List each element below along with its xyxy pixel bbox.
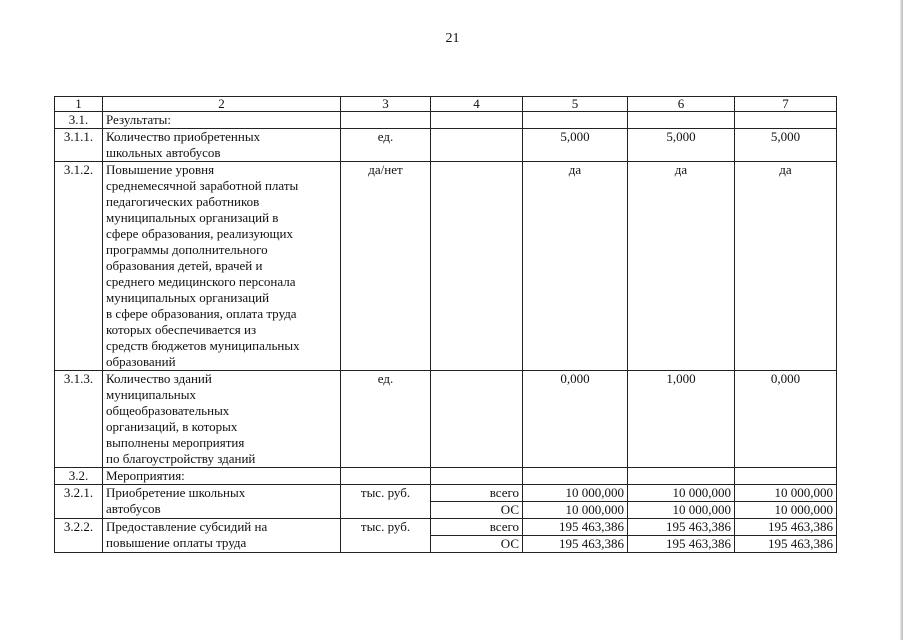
row-name-line: школьных автобусов	[106, 145, 221, 160]
funding-type: всего	[431, 519, 523, 536]
value-col-7: 10 000,000	[735, 485, 837, 502]
indicators-table	[54, 96, 837, 553]
row-name-line: Количество зданий	[106, 371, 212, 386]
row-number: 3.1.1.	[55, 129, 103, 162]
value-col-7: 5,000	[735, 129, 837, 162]
row-name	[103, 371, 341, 468]
value-col-6: 5,000	[628, 129, 735, 162]
funding-type: ОС	[431, 502, 523, 519]
value-col-5: 10 000,000	[523, 485, 628, 502]
row-name-line: Предоставление субсидий на	[106, 519, 268, 534]
header-col-1: 1	[55, 97, 103, 112]
value-col-5: 5,000	[523, 129, 628, 162]
row-name-line: средств бюджетов муниципальных	[106, 338, 300, 353]
value-col-5: 195 463,386	[523, 536, 628, 553]
header-col-5: 5	[523, 97, 628, 112]
value-col-5: 195 463,386	[523, 519, 628, 536]
table-row	[55, 519, 837, 536]
row-title: Мероприятия:	[103, 468, 341, 485]
row-number: 3.2.2.	[55, 519, 103, 553]
row-number: 3.1.2.	[55, 162, 103, 371]
row-name-line: выполнены мероприятия	[106, 435, 245, 450]
row-title: Результаты:	[103, 112, 341, 129]
row-unit: ед.	[341, 371, 431, 468]
row-number: 3.2.1.	[55, 485, 103, 519]
scan-edge-shadow	[900, 0, 903, 640]
row-name-line: в сфере образования, оплата труда	[106, 306, 297, 321]
row-number: 3.1.3.	[55, 371, 103, 468]
row-unit: да/нет	[341, 162, 431, 371]
row-number: 3.2.	[55, 468, 103, 485]
value-col-6: 10 000,000	[628, 485, 735, 502]
row-name-line: образования детей, врачей и	[106, 258, 263, 273]
row-name-line: образований	[106, 354, 176, 369]
row-name-line: повышение оплаты труда	[106, 535, 247, 550]
row-name-line: которых обеспечивается из	[106, 322, 257, 337]
row-name-line: организаций, в которых	[106, 419, 238, 434]
row-name-line: по благоустройству зданий	[106, 451, 256, 466]
value-col-5: 0,000	[523, 371, 628, 468]
row-name	[103, 519, 341, 553]
header-col-4: 4	[431, 97, 523, 112]
row-unit: ед.	[341, 129, 431, 162]
header-col-3: 3	[341, 97, 431, 112]
header-row	[55, 97, 837, 112]
value-col-7: 10 000,000	[735, 502, 837, 519]
value-col-5: 10 000,000	[523, 502, 628, 519]
row-name-line: сфере образования, реализующих	[106, 226, 294, 241]
table-row	[55, 485, 837, 502]
row-name-line: программы дополнительного	[106, 242, 268, 257]
row-name-line: муниципальных	[106, 387, 197, 402]
row-name	[103, 129, 341, 162]
value-col-7: да	[735, 162, 837, 371]
page-number: 21	[445, 31, 460, 46]
row-unit: тыс. руб.	[341, 485, 431, 519]
row-name-line: среднемесячной заработной платы	[106, 178, 299, 193]
row-name-line: Приобретение школьных	[106, 485, 246, 500]
value-col-6: да	[628, 162, 735, 371]
value-col-5: да	[523, 162, 628, 371]
header-col-7: 7	[735, 97, 837, 112]
value-col-7: 195 463,386	[735, 519, 837, 536]
row-name-line: муниципальных организаций в	[106, 210, 279, 225]
value-col-6: 1,000	[628, 371, 735, 468]
row-name-line: среднего медицинского персонала	[106, 274, 296, 289]
header-col-6: 6	[628, 97, 735, 112]
row-name	[103, 162, 341, 371]
funding-type: ОС	[431, 536, 523, 553]
row-number: 3.1.	[55, 112, 103, 129]
value-col-7: 195 463,386	[735, 536, 837, 553]
table-row	[55, 468, 837, 485]
row-name-line: Количество приобретенных	[106, 129, 261, 144]
row-name-line: общеобразовательных	[106, 403, 230, 418]
table-row	[55, 371, 837, 468]
header-col-2: 2	[103, 97, 341, 112]
value-col-6: 195 463,386	[628, 536, 735, 553]
value-col-7: 0,000	[735, 371, 837, 468]
table-row	[55, 162, 837, 371]
table-row	[55, 129, 837, 162]
row-name-line: Повышение уровня	[106, 162, 215, 177]
row-unit: тыс. руб.	[341, 519, 431, 553]
row-name-line: муниципальных организаций	[106, 290, 270, 305]
row-name-line: автобусов	[106, 501, 161, 516]
value-col-6: 195 463,386	[628, 519, 735, 536]
table-row	[55, 112, 837, 129]
row-name	[103, 485, 341, 519]
value-col-6: 10 000,000	[628, 502, 735, 519]
row-name-line: педагогических работников	[106, 194, 260, 209]
funding-type: всего	[431, 485, 523, 502]
